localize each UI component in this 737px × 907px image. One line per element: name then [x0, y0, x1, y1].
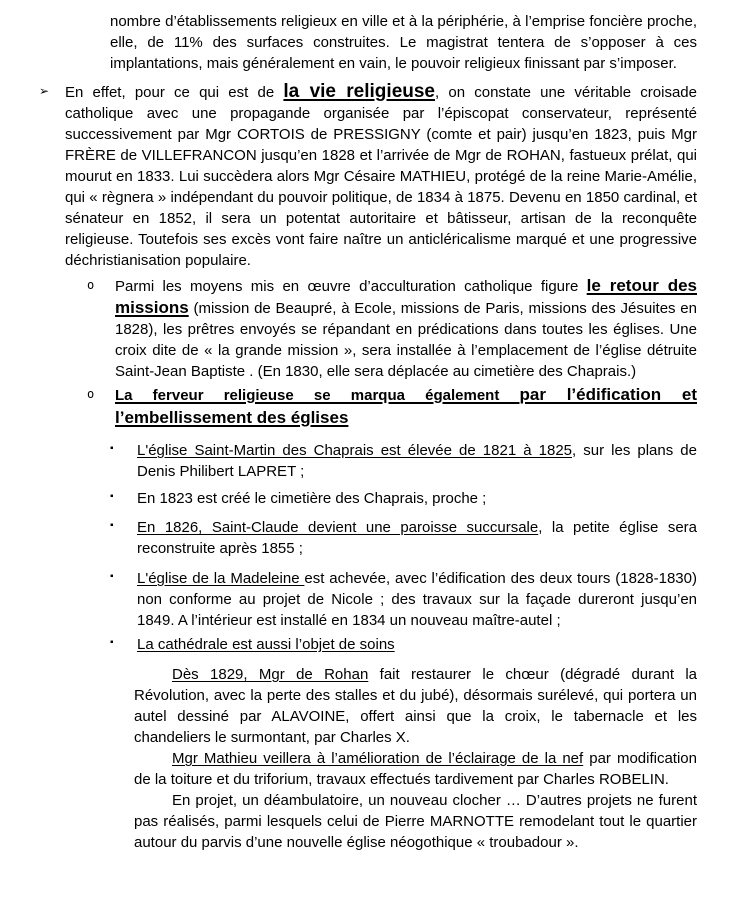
list-item-ferveur-religieuse [87, 384, 697, 429]
square-bullet-icon: ▪ [110, 637, 114, 648]
cathedral-detail-section [0, 664, 737, 853]
arrow-bullet-icon: ➢ [39, 84, 50, 98]
mathieu-underlined: Mgr Mathieu veillera à l’amélioration de l’éclairage de la nef [172, 750, 584, 767]
saint-claude-underlined: En 1826, Saint-Claude devient une paroisse succursale [137, 519, 539, 536]
madeleine-underlined: L'église de la Madeleine [137, 570, 305, 587]
paragraph-mathieu-eclairage [134, 748, 697, 790]
vie-religieuse-text-after: , on constate une véritable croisade catholique avec une propagande organisée par l’épiscopat conservateur, représenté successivement par Mgr CORTOIS de PRESSIGNY (comte et pair) jusqu’en 1823, puis Mgr FRÈRE de VILLEFRANCON jusqu’en 1828 et l’arrivée de Mgr de ROHAN, fastueux prélat, qui mourut en 1833. Lui succèdera alors Mgr Césaire MATHIEU, protégé de la reine Marie-Amélie, qui « règnera » indépendant du pouvoir politique, de 1834 à 1875. Devenu en 1850 cardinal, et sénateur en 1852, il sera un potentat autoritaire et bâtisseur, artisan de la reconquête religieuse. Toutefois ses excès vont faire naître un anticléricalisme marqué et une progressive déchristianisation populaire. [65, 84, 697, 269]
heading-edification-eglises: par l’édification et l’embellissement des églises [115, 385, 697, 427]
list-item-saint-claude [110, 517, 698, 559]
saint-martin-underlined: L'église Saint-Martin des Chaprais est élevée de 1821 à 1825 [137, 442, 573, 459]
list-item-saint-martin [110, 440, 697, 482]
cimetiere-rest: En 1823 est créé le cimetière des Chaprais, proche ; [137, 490, 487, 507]
circle-bullet-icon: o [87, 278, 95, 292]
circle-bullet-icon: o [87, 387, 95, 401]
list-item-vie-religieuse [39, 81, 697, 271]
list-item-madeleine [110, 568, 697, 631]
heading-la-vie-religieuse: la vie religieuse [283, 81, 435, 102]
intro-paragraph: nombre d’établissements religieux en ville et à la périphérie, à l’emprise foncière proche, elle, de 11% des surfaces construites. Le magistrat tentera de s’opposer à ces implantations, mais généralement en vain, le pouvoir religieux finissant par s’imposer. [110, 13, 697, 72]
saint-martin-rest: , sur les plans de Denis Philibert LAPRET ; [137, 442, 697, 480]
madeleine-rest: est achevée, avec l’édification des deux tours (1828-1830) non conforme au projet de Nicole ; des travaux sur la façade dureront jusqu’en 1849. A l’intérieur est installé en 1834 un nouveau maître-autel ; [137, 570, 697, 629]
square-bullet-icon: ▪ [110, 491, 114, 502]
mathieu-rest: par modification de la toiture et du triforium, travaux effectués tardivement par Charles ROBELIN. [134, 750, 697, 788]
square-bullet-icon: ▪ [110, 443, 114, 454]
rohan-underlined: Dès 1829, Mgr de Rohan [172, 666, 369, 683]
paragraph-projets [134, 790, 697, 853]
list-item-cathedrale [110, 634, 697, 655]
list-item-retour-des-missions [87, 275, 697, 382]
missions-text-before: Parmi les moyens mis en œuvre d’acculturation catholique figure [115, 278, 587, 295]
list-item-cimetiere-chaprais [110, 488, 697, 509]
heading-retour-des-missions: le retour des missions [115, 276, 697, 317]
vie-religieuse-text-before: En effet, pour ce qui est de [65, 84, 284, 101]
paragraph-rohan-choeur [134, 664, 697, 748]
projets-rest: En projet, un déambulatoire, un nouveau clocher … D’autres projets ne furent pas réalisés, parmi lesquels celui de Pierre MARNOTTE remodelant tout le quartier autour du parvis d’une nouvelle église néogothique « troubadour ». [134, 792, 697, 851]
cathedrale-underlined: La cathédrale est aussi l’objet de soins [137, 636, 395, 653]
rohan-rest: fait restaurer le chœur (dégradé durant la Révolution, avec la perte des stalles et du jubé), désormais surélevé, qui portera un autel dessiné par ALAVOINE, offert ainsi que la croix, le tabernacle et les chandeliers le surmontant, par Charles X. [134, 666, 698, 746]
saint-claude-rest: , la petite église sera reconstruite après 1855 ; [137, 519, 698, 557]
missions-text-after: (mission de Beaupré, à Ecole, missions de Paris, missions des Jésuites en 1828), les prêtres envoyés se répandant en prédications dans toutes les églises. Une croix dite de « la grande mission », sera installée à l’emplacement de l’église détruite Saint-Jean Baptiste . (En 1830, elle sera déplacée au cimetière des Chaprais.) [115, 300, 697, 380]
square-bullet-icon: ▪ [110, 571, 114, 582]
heading-ferveur-religieuse: La ferveur religieuse se marqua également [115, 387, 520, 404]
square-bullet-icon: ▪ [110, 520, 114, 531]
